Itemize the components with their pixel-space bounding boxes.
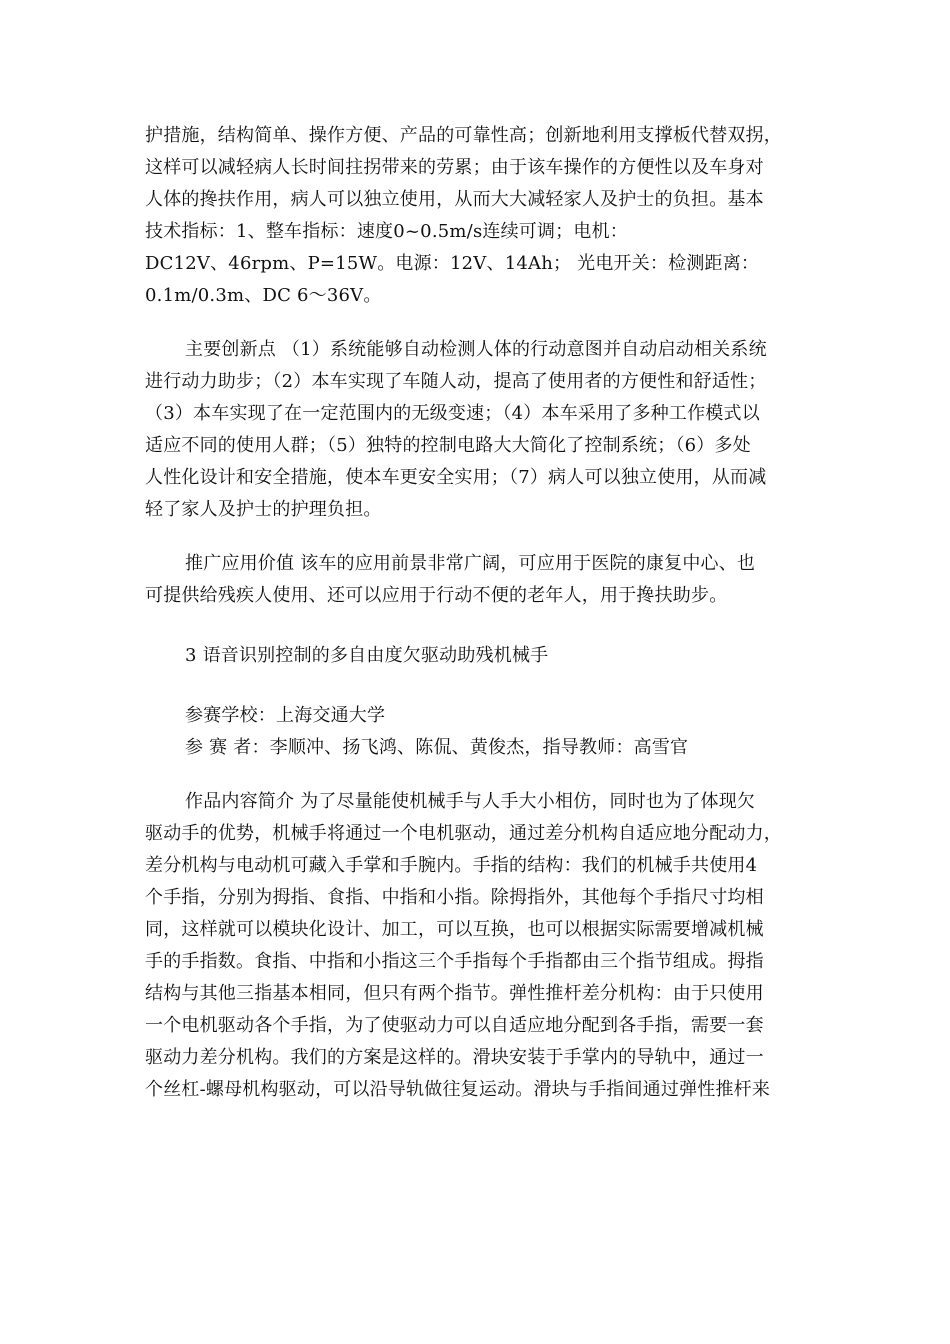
text-line: （3）本车实现了在一定范围内的无级变速；（4）本车采用了多种工作模式以	[145, 403, 760, 424]
text-line: DC12V、46rpm、P=15W。电源：12V、14Ah； 光电开关：检测距离：	[145, 253, 760, 274]
text-line: 差分机构与电动机可藏入手掌和手腕内。手指的结构：我们的机械手共使用4	[145, 855, 758, 876]
paragraph-application-value	[145, 548, 805, 612]
text-line: 技术指标：1、整车指标：速度0~0.5m/s连续可调；电机：	[145, 221, 628, 242]
text-line: 驱动力差分机构。我们的方案是这样的。滑块安装于手掌内的导轨中，通过一	[145, 1047, 764, 1068]
text-line: 人性化设计和安全措施，使本车更安全实用；（7）病人可以独立使用，从而减	[145, 467, 767, 488]
paragraph-tech-specs	[145, 120, 805, 312]
text-line: 手的手指数。食指、中指和小指这三个手指每个手指都由三个指节组成。拇指	[145, 951, 764, 972]
text-line: 结构与其他三指基本相同，但只有两个指节。弹性推杆差分机构：由于只使用	[145, 983, 764, 1004]
text-line: 推广应用价值 该车的应用前景非常广阔，可应用于医院的康复中心、也	[185, 553, 756, 574]
text-line: 主要创新点 （1）系统能够自动检测人体的行动意图并自动启动相关系统	[185, 339, 767, 360]
text-line: 护措施，结构简单、操作方便、产品的可靠性高；创新地利用支撑板代替双拐，	[145, 125, 782, 146]
text-line: 0.1m/0.3m、DC 6～36V。	[145, 285, 382, 306]
document-page	[145, 120, 805, 1106]
text-line: 适应不同的使用人群；（5）独特的控制电路大大简化了控制系统；（6）多处	[145, 435, 751, 456]
paragraph-work-summary	[145, 786, 805, 1106]
text-line: 驱动手的优势，机械手将通过一个电机驱动，通过差分机构自适应地分配动力，	[145, 823, 782, 844]
text-line: 这样可以减轻病人长时间拄拐带来的劳累；由于该车操作的方便性以及车身对	[145, 157, 764, 178]
text-line: 一个电机驱动各个手指，为了使驱动力可以自适应地分配到各手指，需要一套	[145, 1015, 764, 1036]
text-line: 同，这样就可以模块化设计、加工，可以互换，也可以根据实际需要增减机械	[145, 919, 764, 940]
text-line: 作品内容简介 为了尽量能使机械手与人手大小相仿，同时也为了体现欠	[185, 791, 756, 812]
text-line: 个手指，分别为拇指、食指、中指和小指。除拇指外，其他每个手指尺寸均相	[145, 887, 764, 908]
section-title: 3 语音识别控制的多自由度欠驱动助残机械手	[185, 645, 549, 666]
paragraph-innovations	[145, 334, 805, 526]
participants-line: 参 赛 者：李顺冲、扬飞鸿、陈侃、黄俊杰，指导教师：高雪官	[185, 737, 689, 758]
text-line: 个丝杠-螺母机构驱动，可以沿导轨做往复运动。滑块与手指间通过弹性推杆来	[145, 1079, 771, 1100]
text-line: 进行动力助步；（2）本车实现了车随人动，提高了使用者的方便性和舒适性；	[145, 371, 767, 392]
text-line: 人体的搀扶作用，病人可以独立使用，从而大大减轻家人及护士的负担。基本	[145, 189, 764, 210]
text-line: 可提供给残疾人使用、还可以应用于行动不便的老年人，用于搀扶助步。	[145, 585, 728, 606]
text-line: 轻了家人及护士的护理负担。	[145, 499, 382, 520]
school-line: 参赛学校：上海交通大学	[185, 705, 386, 726]
